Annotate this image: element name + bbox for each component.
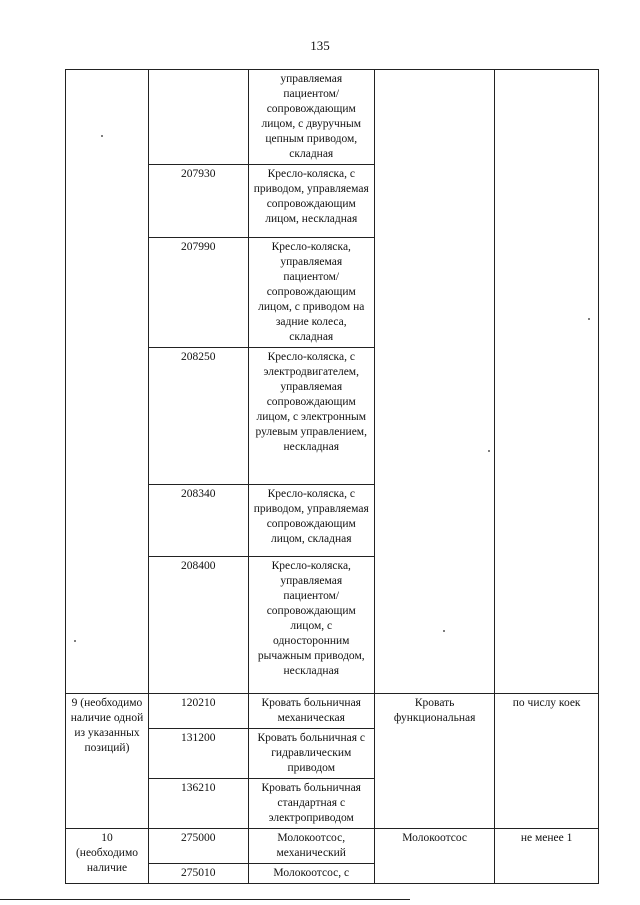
name-cell: Кресло-коляска, управляемая пациентом/ сопровождающим лицом, с односторонним рычажным приводом, нескладная	[248, 557, 375, 694]
table-row	[66, 70, 599, 165]
group-number-cell	[66, 70, 149, 694]
type-cell: Кровать функциональная	[375, 694, 495, 829]
code-cell: 120210	[148, 694, 248, 729]
code-cell: 207990	[148, 238, 248, 348]
group-number-cell: 10 (необходимо наличие	[66, 829, 149, 884]
name-cell: Кресло-коляска, с приводом, управляемая сопровождающим лицом, нескладная	[248, 165, 375, 238]
equipment-table	[65, 69, 599, 884]
type-cell	[375, 70, 495, 694]
scan-speck	[74, 640, 76, 642]
code-cell: 208340	[148, 485, 248, 557]
scan-speck	[443, 630, 445, 632]
quantity-cell: не менее 1	[495, 829, 599, 884]
name-cell: управляемая пациентом/ сопровождающим лицом, с двуручным цепным приводом, складная	[248, 70, 375, 165]
group-number-cell: 9 (необходимо наличие одной из указанных позиций)	[66, 694, 149, 829]
code-cell: 131200	[148, 729, 248, 779]
scan-speck	[101, 135, 103, 137]
table-row	[66, 694, 599, 729]
code-cell: 208250	[148, 348, 248, 485]
name-cell: Кровать больничная с гидравлическим приводом	[248, 729, 375, 779]
bottom-divider	[0, 899, 410, 900]
code-cell: 275000	[148, 829, 248, 864]
name-cell: Молокоотсос, с	[248, 864, 375, 884]
page-number: 135	[310, 38, 330, 53]
name-cell: Кресло-коляска, управляемая пациентом/ сопровождающим лицом, с приводом на задние колеса, складная	[248, 238, 375, 348]
code-cell	[148, 70, 248, 165]
code-cell: 275010	[148, 864, 248, 884]
quantity-cell	[495, 70, 599, 694]
table-row	[66, 829, 599, 864]
name-cell: Кресло-коляска, с приводом, управляемая сопровождающим лицом, складная	[248, 485, 375, 557]
name-cell: Кресло-коляска, с электродвигателем, управляемая сопровождающим лицом, с электронным рулевым управлением, нескладная	[248, 348, 375, 485]
code-cell: 136210	[148, 779, 248, 829]
code-cell: 207930	[148, 165, 248, 238]
name-cell: Молокоотсос, механический	[248, 829, 375, 864]
scan-speck	[588, 318, 590, 320]
name-cell: Кровать больничная стандартная с электроприводом	[248, 779, 375, 829]
scan-speck	[488, 450, 490, 452]
quantity-cell: по числу коек	[495, 694, 599, 829]
code-cell: 208400	[148, 557, 248, 694]
name-cell: Кровать больничная механическая	[248, 694, 375, 729]
type-cell: Молокоотсос	[375, 829, 495, 884]
